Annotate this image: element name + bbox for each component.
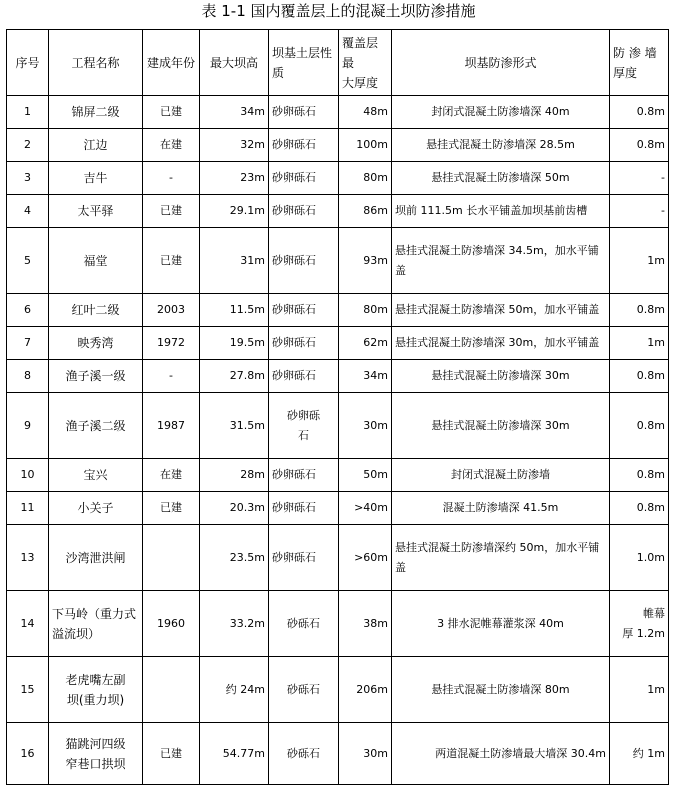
cell-wall: - (610, 195, 669, 228)
header-foundation-l1: 坝基土层性 (272, 45, 333, 60)
cell-height: 31m (200, 228, 269, 294)
cell-wall: 0.8m (610, 459, 669, 492)
cell-depth: 34m (339, 360, 392, 393)
cell-no: 15 (7, 657, 49, 723)
cell-wall: 1m (610, 228, 669, 294)
cell-name: 吉牛 (49, 162, 143, 195)
table-row (7, 195, 669, 228)
cell-name-l1: 猫跳河四级 (65, 736, 126, 751)
table-row (7, 393, 669, 459)
cell-name-l2: 溢流坝） (52, 626, 101, 641)
cell-foundation: 砂卵砾石 (269, 195, 339, 228)
header-wall-l2: 厚度 (613, 65, 638, 80)
cell-year (143, 525, 200, 591)
cell-form-l2: 盖 (395, 263, 406, 277)
cell-form: 两道混凝土防渗墙最大墙深 30.4m (392, 723, 610, 785)
cell-wall: 1m (610, 327, 669, 360)
cell-depth: 206m (339, 657, 392, 723)
cell-year: 2003 (143, 294, 200, 327)
cell-name (49, 657, 143, 723)
table-row (7, 525, 669, 591)
cell-name-l2: 坝(重力坝) (66, 692, 125, 707)
cell-wall: 约 1m (610, 723, 669, 785)
cell-height: 19.5m (200, 327, 269, 360)
cell-depth: 30m (339, 723, 392, 785)
cell-height: 54.77m (200, 723, 269, 785)
cell-form-l2: 盖 (395, 560, 406, 574)
cell-foundation (269, 393, 339, 459)
cell-depth: 50m (339, 459, 392, 492)
cell-form: 悬挂式混凝土防渗墙深 28.5m (392, 129, 610, 162)
header-wall (610, 30, 669, 96)
cell-foundation: 砂卵砾石 (269, 96, 339, 129)
cell-foundation: 砂卵砾石 (269, 327, 339, 360)
cell-foundation: 砂砾石 (269, 591, 339, 657)
cell-depth: >40m (339, 492, 392, 525)
cell-year: 1987 (143, 393, 200, 459)
table-row (7, 360, 669, 393)
cell-form (392, 228, 610, 294)
cell-no: 3 (7, 162, 49, 195)
cell-wall: 1m (610, 657, 669, 723)
table-row (7, 129, 669, 162)
cell-year: 已建 (143, 195, 200, 228)
cell-name (49, 723, 143, 785)
cell-height: 34m (200, 96, 269, 129)
header-form: 坝基防渗形式 (392, 30, 610, 96)
cell-name: 锦屏二级 (49, 96, 143, 129)
cell-wall: 0.8m (610, 129, 669, 162)
cell-wall: 0.8m (610, 96, 669, 129)
cell-form: 悬挂式混凝土防渗墙深 50m (392, 162, 610, 195)
header-depth-l2: 大厚度 (342, 75, 379, 90)
cell-depth: 62m (339, 327, 392, 360)
cell-wall: 1.0m (610, 525, 669, 591)
cell-year: 已建 (143, 723, 200, 785)
cell-name: 太平驿 (49, 195, 143, 228)
cell-depth: 38m (339, 591, 392, 657)
cell-foundation: 砂卵砾石 (269, 162, 339, 195)
cell-wall (610, 591, 669, 657)
cell-name (49, 591, 143, 657)
cell-foundation: 砂卵砾石 (269, 525, 339, 591)
cell-year: 在建 (143, 459, 200, 492)
cell-year: 已建 (143, 96, 200, 129)
cell-depth: >60m (339, 525, 392, 591)
cell-no: 2 (7, 129, 49, 162)
cell-no: 16 (7, 723, 49, 785)
cell-height: 29.1m (200, 195, 269, 228)
header-name: 工程名称 (49, 30, 143, 96)
cell-no: 9 (7, 393, 49, 459)
cell-height: 20.3m (200, 492, 269, 525)
cell-no: 13 (7, 525, 49, 591)
cell-name-l1: 下马岭（重力式 (52, 606, 137, 621)
cell-no: 10 (7, 459, 49, 492)
cell-form-l1: 悬挂式混凝土防渗墙深 34.5m，加水平铺 (395, 243, 599, 257)
cell-form: 悬挂式混凝土防渗墙深 30m，加水平铺盖 (392, 327, 610, 360)
table-row (7, 657, 669, 723)
anti-seepage-table (6, 29, 669, 785)
cell-name: 福堂 (49, 228, 143, 294)
header-depth-l1: 覆盖层最 (342, 35, 379, 70)
cell-height: 31.5m (200, 393, 269, 459)
cell-height: 32m (200, 129, 269, 162)
table-row (7, 492, 669, 525)
cell-year: - (143, 162, 200, 195)
cell-name: 江边 (49, 129, 143, 162)
cell-year: 1972 (143, 327, 200, 360)
cell-foundation: 砂卵砾石 (269, 459, 339, 492)
cell-height: 约 24m (200, 657, 269, 723)
table-row (7, 459, 669, 492)
cell-wall-l2: 厚 1.2m (622, 626, 665, 640)
header-height: 最大坝高 (200, 30, 269, 96)
cell-wall: 0.8m (610, 294, 669, 327)
cell-name-l2: 窄巷口拱坝 (65, 756, 126, 771)
cell-form-l1: 悬挂式混凝土防渗墙深约 50m，加水平铺 (395, 540, 600, 554)
header-foundation (269, 30, 339, 96)
table-row (7, 162, 669, 195)
cell-no: 8 (7, 360, 49, 393)
header-row (7, 30, 669, 96)
cell-height: 28m (200, 459, 269, 492)
cell-height: 23.5m (200, 525, 269, 591)
header-foundation-l2: 质 (272, 65, 285, 80)
cell-depth: 100m (339, 129, 392, 162)
cell-depth: 30m (339, 393, 392, 459)
cell-form: 封闭式混凝土防渗墙 (392, 459, 610, 492)
cell-foundation: 砂砾石 (269, 723, 339, 785)
cell-foundation-l2: 石 (298, 428, 309, 442)
cell-form: 封闭式混凝土防渗墙深 40m (392, 96, 610, 129)
cell-name: 渔子溪一级 (49, 360, 143, 393)
cell-wall: 0.8m (610, 360, 669, 393)
cell-form: 悬挂式混凝土防渗墙深 50m，加水平铺盖 (392, 294, 610, 327)
cell-year: 已建 (143, 492, 200, 525)
table-title: 表 1-1 国内覆盖层上的混凝土坝防渗措施 (201, 2, 476, 20)
cell-year: - (143, 360, 200, 393)
cell-foundation: 砂卵砾石 (269, 360, 339, 393)
cell-name: 映秀湾 (49, 327, 143, 360)
cell-form: 悬挂式混凝土防渗墙深 30m (392, 360, 610, 393)
cell-wall: - (610, 162, 669, 195)
cell-depth: 93m (339, 228, 392, 294)
cell-year: 1960 (143, 591, 200, 657)
cell-form: 3 排水泥帷幕灌浆深 40m (392, 591, 610, 657)
cell-name: 渔子溪二级 (49, 393, 143, 459)
cell-no: 5 (7, 228, 49, 294)
cell-year: 已建 (143, 228, 200, 294)
cell-name: 宝兴 (49, 459, 143, 492)
cell-no: 1 (7, 96, 49, 129)
cell-wall: 0.8m (610, 492, 669, 525)
table-row (7, 591, 669, 657)
header-year: 建成年份 (143, 30, 200, 96)
cell-name: 红叶二级 (49, 294, 143, 327)
table-row (7, 327, 669, 360)
cell-foundation: 砂卵砾石 (269, 294, 339, 327)
cell-depth: 80m (339, 162, 392, 195)
table-row (7, 723, 669, 785)
cell-height: 11.5m (200, 294, 269, 327)
cell-year (143, 657, 200, 723)
cell-depth: 86m (339, 195, 392, 228)
cell-name: 小关子 (49, 492, 143, 525)
cell-form: 混凝土防渗墙深 41.5m (392, 492, 610, 525)
cell-foundation-l1: 砂卵砾 (287, 408, 320, 422)
cell-foundation: 砂卵砾石 (269, 492, 339, 525)
cell-foundation: 砂砾石 (269, 657, 339, 723)
cell-depth: 48m (339, 96, 392, 129)
header-wall-l1: 防 渗 墙 (613, 45, 657, 60)
cell-height: 27.8m (200, 360, 269, 393)
header-depth (339, 30, 392, 96)
cell-year: 在建 (143, 129, 200, 162)
cell-no: 11 (7, 492, 49, 525)
cell-name: 沙湾泄洪闸 (49, 525, 143, 591)
table-row (7, 228, 669, 294)
cell-wall: 0.8m (610, 393, 669, 459)
cell-depth: 80m (339, 294, 392, 327)
cell-no: 4 (7, 195, 49, 228)
table-row (7, 96, 669, 129)
cell-height: 23m (200, 162, 269, 195)
cell-form: 悬挂式混凝土防渗墙深 30m (392, 393, 610, 459)
cell-wall-l1: 帷幕 (643, 606, 665, 620)
cell-no: 7 (7, 327, 49, 360)
cell-foundation: 砂卵砾石 (269, 129, 339, 162)
cell-height: 33.2m (200, 591, 269, 657)
table-row (7, 294, 669, 327)
cell-no: 6 (7, 294, 49, 327)
cell-name-l1: 老虎嘴左副 (65, 672, 126, 687)
cell-foundation: 砂卵砾石 (269, 228, 339, 294)
header-no: 序号 (7, 30, 49, 96)
cell-no: 14 (7, 591, 49, 657)
cell-form: 悬挂式混凝土防渗墙深 80m (392, 657, 610, 723)
cell-form: 坝前 111.5m 长水平铺盖加坝基前齿槽 (392, 195, 610, 228)
cell-form (392, 525, 610, 591)
